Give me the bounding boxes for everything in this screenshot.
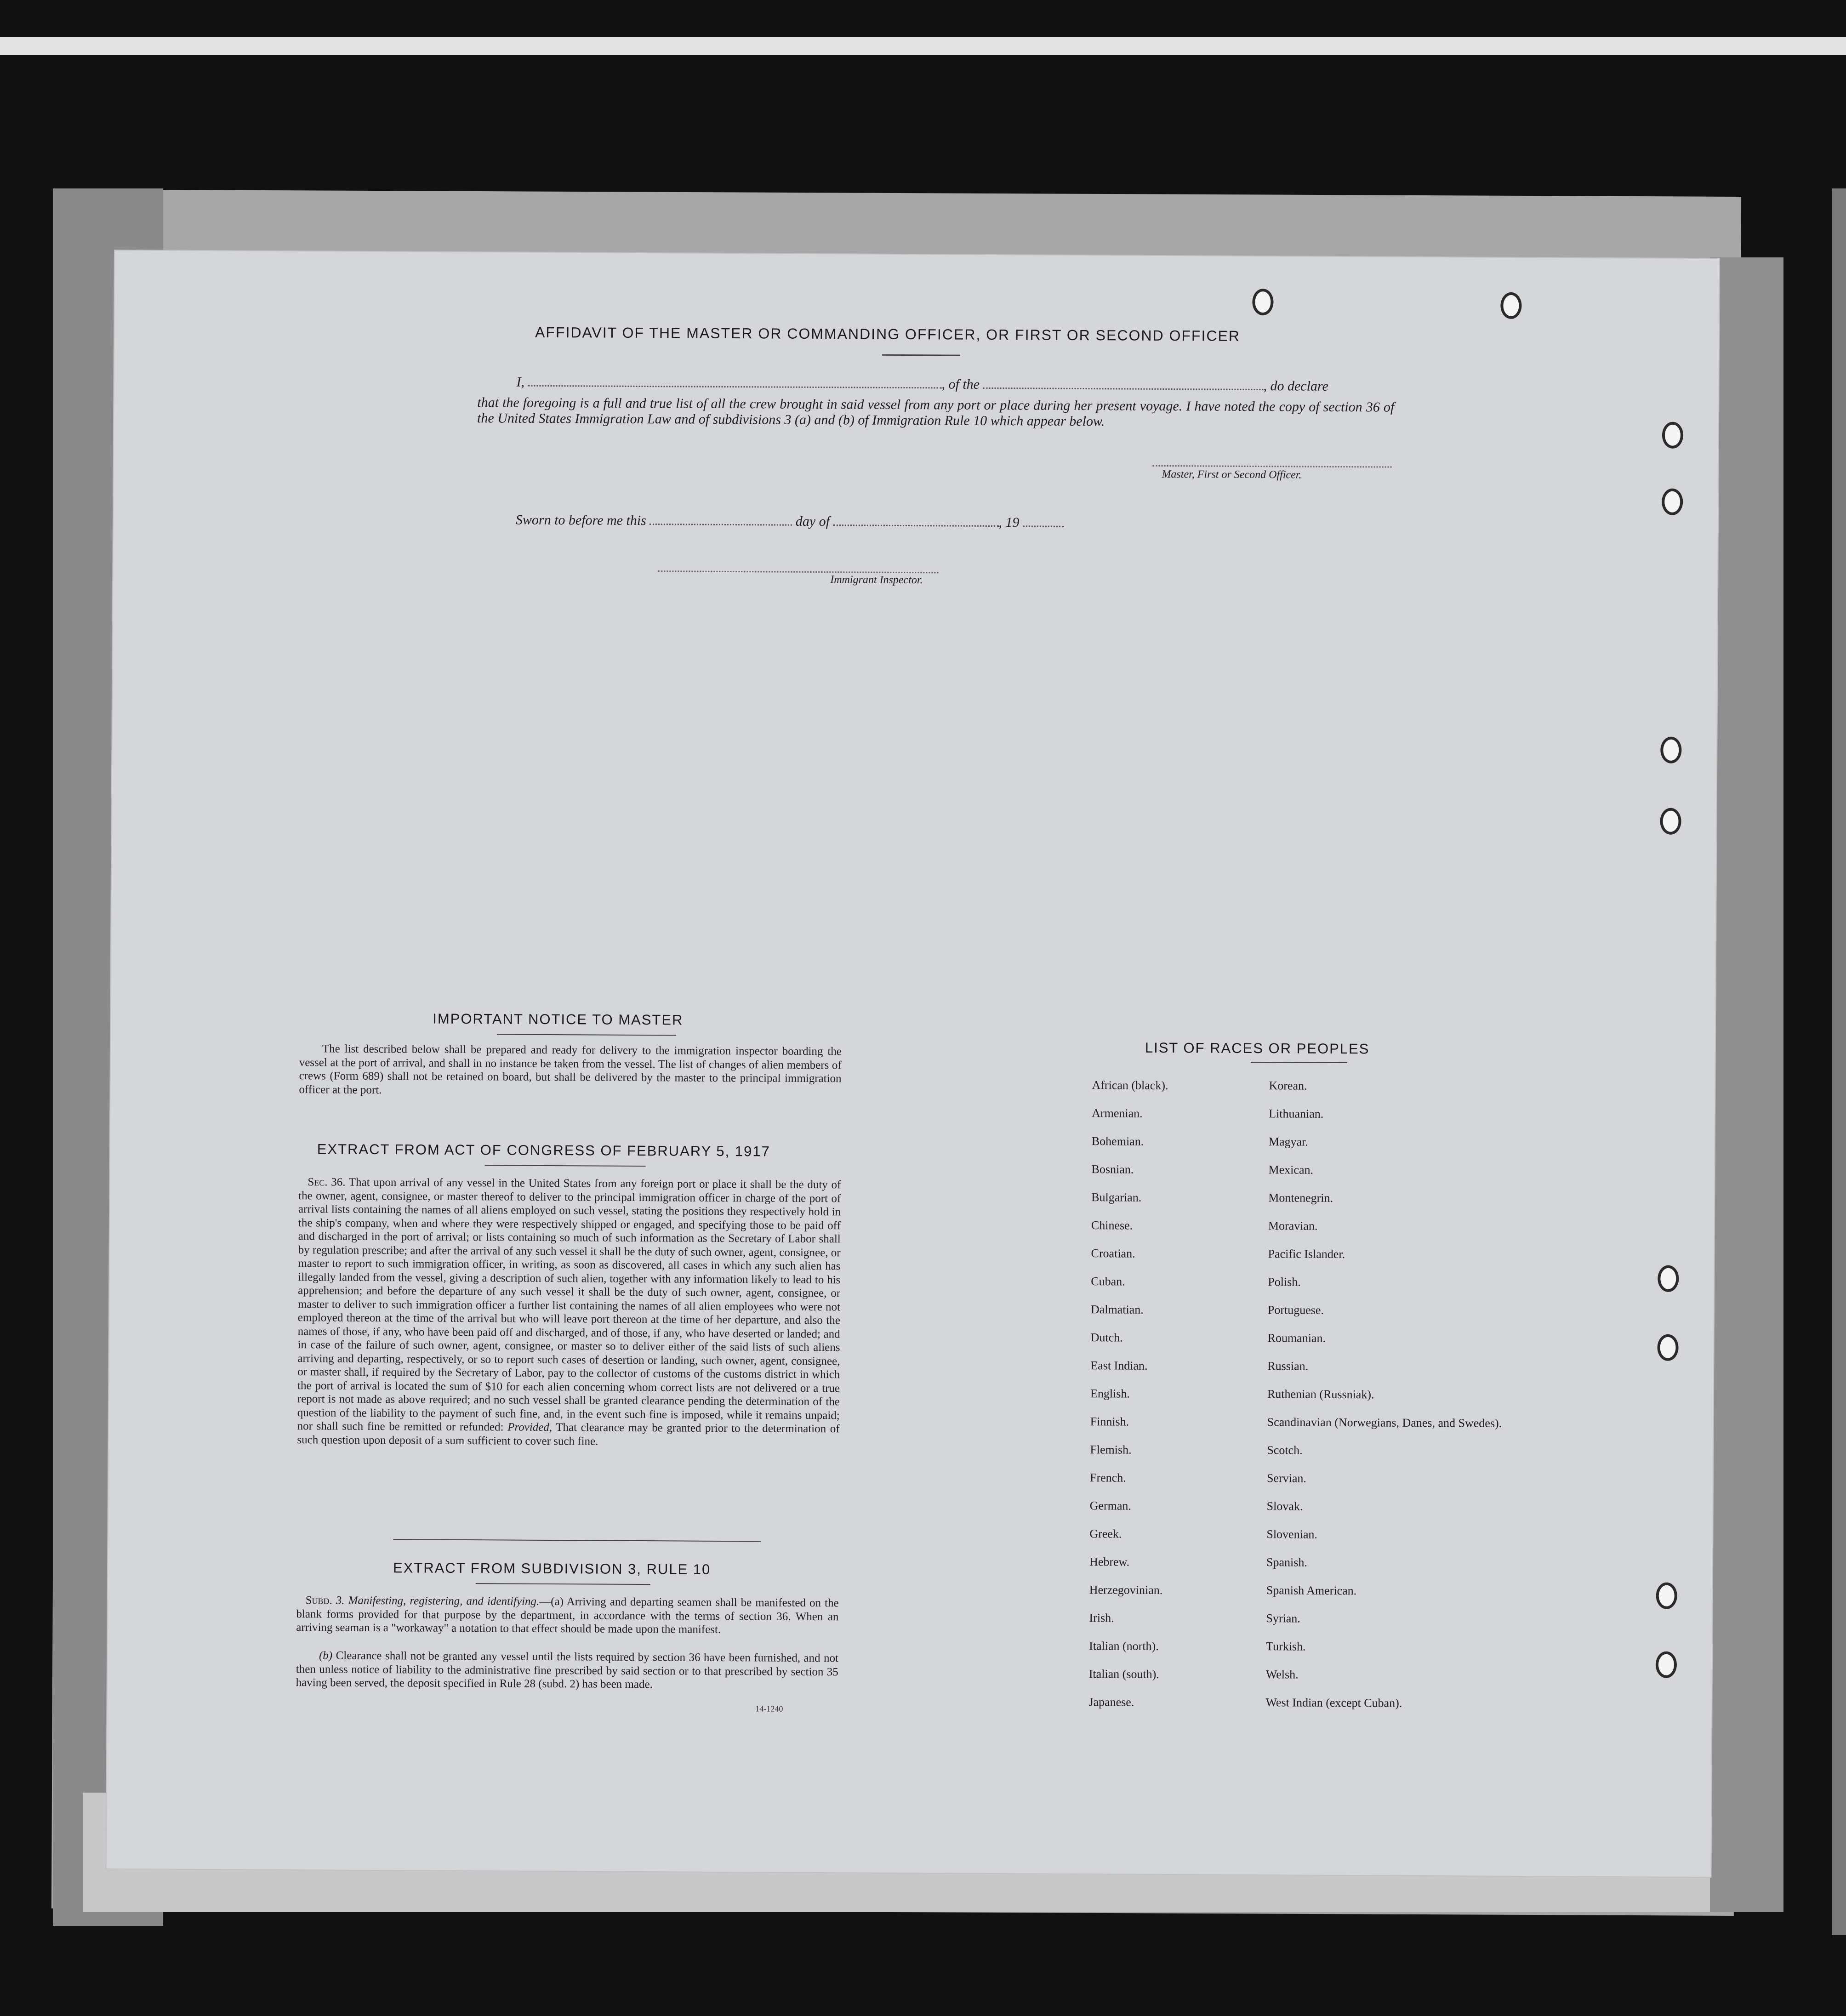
races-row [1089,1667,1503,1697]
races-row [1090,1415,1504,1445]
binder-hole-icon [1657,1334,1678,1361]
races-row [1091,1219,1505,1249]
race-entry-right: Servian. [1266,1471,1307,1485]
race-entry-left: Hebrew. [1089,1555,1130,1569]
races-row [1090,1443,1504,1473]
race-entry-left: German. [1089,1499,1132,1513]
races-title: LIST OF RACES OR PEOPLES [1145,1039,1370,1057]
year-blank [1023,525,1064,527]
notice-text: The list described below shall be prepared and ready for delivery to the immigration inspector boarding the vessel at the port of arrival, and shall in no instance be taken from the vessel. The list of changes of alien members of crews (Form 689) shall not be retained on board, but shall be delivered by the master to the principal immigration officer at the port. [299,1042,842,1096]
rule-extract-para-b-lead: (b) [319,1649,333,1662]
rule-extract-para-a [296,1594,838,1637]
races-row [1091,1275,1504,1305]
race-entry-right: Magyar. [1268,1135,1308,1149]
binder-hole-icon [1662,489,1683,515]
race-entry-right: Korean. [1269,1079,1307,1093]
act-extract-body: 36. That upon arrival of any vessel in the United States from any foreign port or place it shall be the duty of the owner, agent, consignee, or master thereof to deliver to the principal immigration officer in charge of the port of arrival lists containing the names of all aliens employed on such vessel, stating the positions they respectively hold in the ship's company, when and where they were respectively shipped or engaged, and specifying those to be paid off and discharged in the port of arrival; or lists containing so much of such information as the Secretary of Labor shall by regulation prescribe; and after the arrival of any such vessel it shall be the duty of such owner, agent, consignee, or master to report to such immigration officer, in writing, as soon as discovered, all cases in which any such alien has illegally landed from the vessel, giving a description of such alien, together with any information likely to lead to his apprehension; and before the departure of any such vessel it shall be the duty of such owner, agent, consignee, or master to deliver to such immigration officer a further list containing the names of all alien employees who were not employed thereon at the time of the arrival but who will leave port thereon at the time of her departure, and also the names of those, if any, who have been paid off and discharged, and of those, if any, who have deserted or landed; and in case of the failure of such owner, agent, consignee, or master so to deliver either of the said lists of such aliens arriving and departing, respectively, or so to report such cases of desertion or landing, such owner, agent, consignee, or master shall, if required by the Secretary of Labor, pay to the collector of customs of the customs district in which the port of arrival is located the sum of $10 for each alien concerning whom correct lists are not delivered or a true report is not made as above required; and no such vessel shall be granted clearance pending the determination of the question of the liability to the payment of such fine, and, in the event such fine is imposed, while it remains unpaid; nor shall such fine be remitted or refunded: [297,1176,841,1434]
master-signature-caption: Master, First or Second Officer. [1162,468,1302,481]
race-entry-left: Irish. [1089,1611,1114,1625]
race-entry-right: Welsh. [1265,1668,1299,1681]
day-of-label: day of [795,513,830,530]
races-row [1089,1499,1503,1529]
races-row [1089,1555,1503,1585]
act-extract-body-end: That clearance may be granted prior to the determination of such question upon deposit of a sum sufficient to cover such fine. [297,1421,840,1448]
rule-extract-lead: Subd. [305,1594,332,1607]
race-entry-left: Cuban. [1091,1275,1125,1288]
race-entry-left: Armenian. [1092,1106,1143,1120]
film-edge-strip [0,37,1846,55]
races-row [1090,1359,1504,1389]
race-entry-left: Herzegovinian. [1089,1583,1163,1597]
race-entry-left: East Indian. [1090,1359,1148,1372]
binder-hole-icon [1662,422,1683,449]
race-entry-right: Spanish American. [1266,1583,1357,1598]
race-entry-right: Portuguese. [1267,1303,1324,1317]
races-rule [1251,1062,1347,1063]
binder-hole-icon [1252,289,1273,315]
notice-title: IMPORTANT NOTICE TO MASTER [433,1010,684,1028]
rule-extract-title: EXTRACT FROM SUBDIVISION 3, RULE 10 [393,1560,711,1577]
sworn-line [516,513,1064,531]
rule-extract-para-b-text: Clearance shall not be granted any vessel until the lists required by section 36 have been furnished, and not then unless notice of liability to the administrative fine prescribed by said section or to that prescribed by section 35 having been served, the deposit specified in Rule 28 (subd. 2) has been made. [296,1649,839,1691]
race-entry-left: English. [1090,1387,1130,1401]
races-row [1092,1134,1505,1165]
title-rule [882,354,960,356]
binder-hole-icon [1500,292,1521,319]
binder-hole-icon [1656,1583,1677,1609]
race-entry-left: Bulgarian. [1091,1190,1142,1204]
races-row [1090,1471,1504,1501]
of-the-label: , of the [941,376,980,392]
affidavit-statement: that the foregoing is a full and true list of all the crew brought in said vessel from any port or place during her present voyage. I have noted the copy of section 36 of the United States Immigration Law and of subdivisions 3 (a) and (b) of Immigration Rule 10 which appear below. [477,395,1395,429]
i-label: I, [516,374,525,390]
race-entry-right: Ruthenian (Russniak). [1267,1387,1374,1401]
declaration-line [516,375,1394,395]
race-entry-right: Scotch. [1267,1443,1303,1457]
inspector-signature-line [658,570,938,573]
races-row [1091,1162,1505,1193]
act-extract-rule [485,1165,646,1167]
race-entry-left: Bohemian. [1091,1134,1144,1148]
races-row [1092,1078,1505,1109]
sworn-prefix: Sworn to before me this [515,512,646,529]
races-row [1089,1611,1503,1641]
race-entry-left: Greek. [1089,1527,1122,1541]
race-entry-left: Flemish. [1090,1443,1132,1457]
race-entry-left: Bosnian. [1091,1162,1134,1176]
races-row [1091,1190,1505,1221]
race-entry-right: Pacific Islander. [1268,1247,1345,1261]
races-row [1090,1387,1504,1417]
act-extract-title: EXTRACT FROM ACT OF CONGRESS OF FEBRUARY 5, 1917 [317,1141,770,1160]
race-entry-right: Turkish. [1266,1640,1306,1653]
race-entry-left: Dutch. [1090,1331,1123,1344]
binder-hole-icon [1660,808,1681,835]
races-row [1088,1695,1502,1726]
races-row [1092,1106,1505,1137]
month-blank [833,524,998,527]
binder-hole-icon [1656,1652,1677,1678]
race-entry-right: Polish. [1268,1275,1301,1289]
binder-hole-icon [1658,1265,1679,1292]
races-list [1088,1078,1505,1726]
races-row [1089,1527,1503,1557]
race-entry-right: Mexican. [1268,1163,1314,1177]
underlying-page-right-edge [1710,257,1783,1912]
race-entry-left: Croatian. [1091,1247,1135,1260]
race-entry-right: Roumanian. [1267,1331,1326,1345]
do-declare-label: , do declare [1263,378,1328,394]
race-entry-left: Dalmatian. [1090,1303,1144,1316]
race-entry-left: Finnish. [1090,1415,1129,1429]
crew-list-form-page [107,251,1719,1877]
race-entry-left: African (black). [1092,1078,1168,1093]
race-entry-right: Slovak. [1266,1499,1303,1513]
affidavit-title: AFFIDAVIT OF THE MASTER OR COMMANDING OFFICER, OR FIRST OR SECOND OFFICER [535,324,1241,344]
races-row [1089,1639,1503,1669]
race-entry-right: Moravian. [1268,1219,1318,1233]
act-extract-text [297,1175,841,1449]
adjacent-frame-edge [1832,188,1846,1935]
notice-rule [497,1034,676,1036]
name-blank [528,385,941,389]
rule-extract-heading: 3. Manifesting, registering, and identifying. [332,1594,540,1608]
rule-extract-para-b [296,1649,838,1692]
rule-extract-top-rule [393,1539,761,1542]
act-extract-provided: Provided, [507,1421,553,1434]
race-entry-right: Syrian. [1266,1612,1300,1625]
day-blank [650,524,792,526]
rule-extract-para-a-text: —(a) Arriving and departing seamen shall be manifested on the blank forms provided for that purpose by the department, in accordance with the terms of section 36. When an arriving seaman is a "workaway" a notation to that effect should be made upon the manifest. [296,1595,839,1636]
races-row [1090,1331,1504,1361]
races-row [1091,1303,1504,1333]
race-entry-right: Lithuanian. [1269,1107,1324,1121]
races-row [1089,1583,1503,1613]
year-prefix: , 19 [998,515,1020,530]
race-entry-right: West Indian (except Cuban). [1265,1696,1402,1710]
vessel-blank [983,387,1263,390]
master-signature-line [1153,465,1392,468]
race-entry-right: Slovenian. [1266,1527,1317,1541]
race-entry-left: Italian (north). [1089,1639,1159,1653]
binder-hole-icon [1660,737,1681,763]
race-entry-left: Japanese. [1088,1695,1134,1709]
rule-extract-rule [476,1583,650,1585]
race-entry-left: Chinese. [1091,1219,1133,1232]
race-entry-left: Italian (south). [1088,1667,1159,1681]
act-extract-lead: Sec. [308,1176,328,1189]
race-entry-right: Scandinavian (Norwegians, Danes, and Swedes). [1267,1415,1502,1430]
races-row [1091,1247,1504,1277]
race-entry-right: Russian. [1267,1359,1309,1373]
race-entry-right: Montenegrin. [1268,1191,1333,1205]
form-number: 14-1240 [755,1704,783,1714]
race-entry-left: French. [1089,1471,1126,1485]
race-entry-right: Spanish. [1266,1555,1308,1569]
inspector-caption: Immigrant Inspector. [830,574,923,587]
